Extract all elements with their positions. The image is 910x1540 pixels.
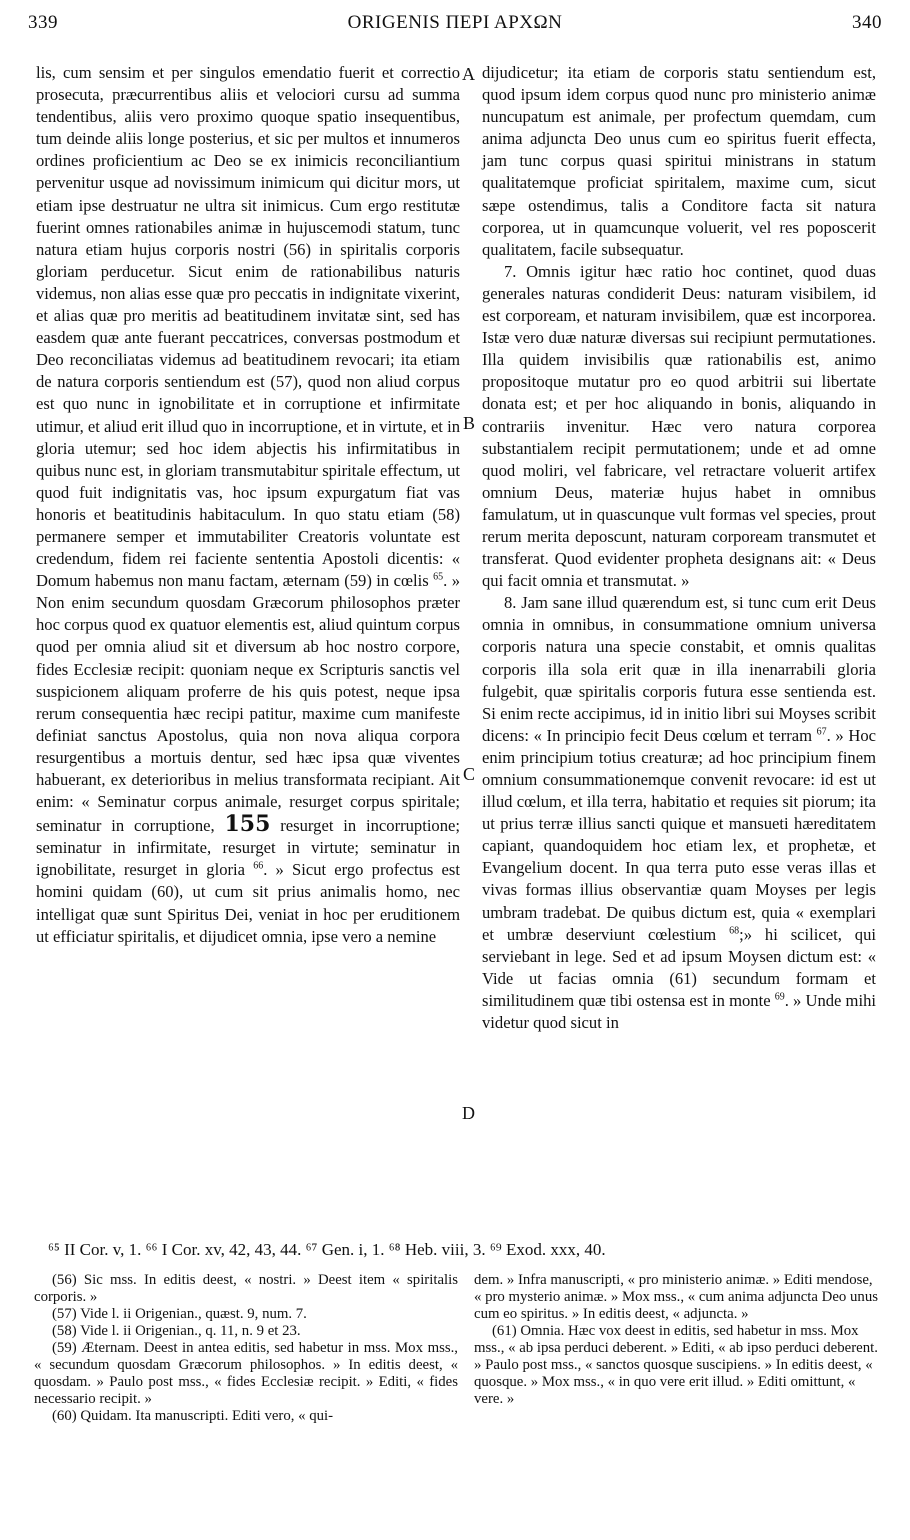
running-header bbox=[28, 12, 882, 46]
margin-letter-b: B bbox=[463, 413, 476, 433]
footnote-marker: 66 bbox=[253, 860, 264, 872]
footnote: (58) Vide l. ii Origenian., q. 11, n. 9 et 23. bbox=[52, 1323, 301, 1339]
paragraph: 7. Omnis igitur hæc ratio hoc continet, quod duas generales naturas condiderit Deus: naturam visibilem, id est corpoream, et naturam invisibilem, quæ est incorporea. Istæ vero duæ naturæ diversas sui recipiunt permutationes. Illa quidem invisibilis quæ rationabilis est, animo propositoque mutatur pro eo quod arbitrii sui libertate donata est; et per hoc aliquando in bonis, aliquando in contrariis invenitur. Hæc vero natura corporea substantialem recipit permutationem; unde et ad omne quod moliri, vel fabricare, vel retractare voluerit artifex omnium Deus, materiæ hujus habet in omnibus famulatum, ut in quascunque vult formas vel species, prout rerum merita deposcunt, naturam corpoream transmutet et transferat. Quod evidenter propheta designans ait: « Deus qui facit omnia et transmutat. » bbox=[482, 261, 876, 591]
footnote-marker: 68 bbox=[729, 925, 740, 937]
footnote: (60) Quidam. Ita manuscripti. Editi vero, « qui- bbox=[52, 1408, 334, 1424]
margin-letter-c: C bbox=[463, 764, 476, 784]
footnotes-left bbox=[34, 1272, 458, 1425]
paragraph: 8. Jam sane illud quærendum est, si tunc cum erit Deus omnia in omnibus, in consummatione omnium universa corporis natura una specie constabit, et omnis qualitas corporis illa sola erit quæ in illa inenarrabili gloria fulgebit, quæ spiritalis corporis futura esse sentienda est. Si enim recte accipimus, id in initio libri sui Moyses scribit dicens: « In principio fecit Deus cœlum et terram $^{67}$. » Hoc enim principium totius creaturæ; ad hoc principium finem omnium consummationemque convenit revocare: id est ut illud cœlum, et illa terra, habitatio et requies sit piorum; ita ut prius terræ illius sancti quique et mansueti hæreditatem capiant, quandoquidem hoc etiam lex, et prophetæ, et Evangelium docent. In qua terra puto esse veras illas et vivas formas illius observantiæ quam Moyses per legis umbram tradebat. De quibus dictum est, quia « exemplari et umbræ deserviunt cœlestium $^{68}$;» hi scilicet, qui serviebant in lege. Sed et ad ipsum Moysen dictum est: « Vide ut facias omnia (61) secundum formam et similitudinem quæ tibi ostensa est in monte $^{69}$. » Unde mihi videtur quod sicut in bbox=[482, 593, 876, 1033]
running-title: ORIGENIS ΠΕΡΙ ΑΡΧΩΝ bbox=[347, 12, 563, 33]
footnote: (61) Omnia. Hæc vox deest in editis, sed habetur in mss. Mox mss., « ab ipsa perduci deberent. » Editi, « ab ipso perduci deberent. » Paulo post mss., « sanctos quosque suscipiens. » In editis deest, « quosque. » Mox mss., « in quo vere erit illud. » Editi omittunt, « vere. » bbox=[474, 1323, 878, 1407]
margin-letter-a: A bbox=[462, 64, 475, 84]
footnote-marker: 69 bbox=[774, 991, 785, 1003]
page-number-right: 340 bbox=[852, 12, 882, 33]
scripture-references: ⁶⁵ II Cor. v, 1. ⁶⁶ I Cor. xv, 42, 43, 44. ⁶⁷ Gen. i, 1. ⁶⁸ Heb. viii, 3. ⁶⁹ Exod. xxx, 40. bbox=[48, 1240, 606, 1259]
paragraph: lis, cum sensim et per singulos emendatio fuerit et correctio prosecuta, præcurrentibus aliis et velociori cursu ad summa tendentibus, aliis vero proximo quoque spatio insequentibus, tum deinde aliis longe posterius, et sic per multos et innumeros ordines proficientium ac Deo se ex inimicis reconciliantium pervenitur usque ad novissimum inimicum qui dicitur mors, ut etiam ipse destruatur ne ultra sit inimicus. Cum ergo restitutæ fuerint omnes rationabiles animæ in hujuscemodi statum, tunc natura etiam hujus corporis nostri (56) in spiritalis corporis gloriam perducetur. Sicut enim de rationabilibus naturis videmus, non alias esse quæ pro peccatis in indignitate vixerint, et alias quæ pro meritis ad beatitudinem invitatæ sint, sed has easdem quæ ante fuerant peccatrices, conversas postmodum et Deo reconciliatas videmus ad beatitudinem revocari; ita etiam de natura corporis sentiendum est (57), quod non aliud corpus est quo nunc in ignobilitate et in corruptione et infirmitate utimur, et aliud erit illud quo in incorruptione, et in virtute, et in gloria utemur; sed hoc idem abjectis his infirmitatibus in quibus nunc est, in gloriam transmutabitur spiritale effectum, ut quod fuit indignitatis vas, hoc ipsum expurgatum fiat vas honoris et beatitudinis habitaculum. In quo statu etiam (58) permanere semper et immutabiliter Creatoris voluntate est credendum, fidem rei faciente sententia Apostoli dicentis: « Domum habemus non manu factam, æternam (59) in cœlis $^{65}$. » Non enim secundum quosdam Græcorum philosophos præter hoc corpus quod ex quatuor elementis est, aliud quintum corpus quod per omnia aliud sit et diversum ab hoc nostro corpore, fides Ecclesiæ recipit: quoniam neque ex Scripturis sanctis vel suspicionem aliquam proferre de his quis potest, neque ipsa rerum consequentia hæc recipi patitur, maxime cum manifeste definiat sanctus Apostolus, quia non nova aliqua corpora resurgentibus a mortuis dentur, sed hæc ipsa quæ viventes habuerant, ex deterioribus in melius transformata recipiant. Ait enim: « Seminatur corpus animale, resurget corpus spiritale; seminatur in corruptione, 155 resurget in incorruptione; seminatur in infirmitate, resurget in virtute; seminatur in ignobilitate, resurget in gloria $^{66}$. » Sicut ergo profectus est homini quidam (60), ut cum sit prius animalis homo, nec intelligat quæ sunt Spiritus Dei, veniat in hoc per eruditionem ut efficiatur spiritalis, et dijudicet omnia, ipse vero a nemine bbox=[36, 63, 461, 946]
column-number: 155 bbox=[224, 811, 271, 838]
paragraph: dijudicetur; ita etiam de corporis statu sentiendum est, quod ipsum idem corpus quod nunc pro ministerio animæ nuncupatum est animale, per profectum quemdam, cum anima adjuncta Deo unus cum eo spiritus fuerit effecta, jam tunc corpus quasi spiritui ministrans in statum qualitatemque proficiat spiritalem, maxime cum, sicut sæpe ostendimus, talis a Conditore facta sit natura corporea, ut in quamcunque voluerit, vel res poposcerit qualitatem, facile subsequatur. bbox=[482, 63, 876, 259]
footnote-marker: 67 bbox=[816, 726, 827, 738]
footnotes-right bbox=[474, 1272, 878, 1408]
footnote-marker: 65 bbox=[433, 571, 444, 583]
right-text-column bbox=[482, 62, 876, 1034]
footnote: (56) Sic mss. In editis deest, « nostri. » Deest item « spiritalis corporis. » bbox=[34, 1272, 458, 1305]
page-number-left: 339 bbox=[28, 12, 58, 33]
footnote: (59) Æternam. Deest in antea editis, sed habetur in mss. Mox mss., « secundum quosdam Græcorum philosophos. » In editis deest, « quosdam. » Paulo post mss., « fides Ecclesiæ recipit. » Editi, « fides necessario recipit. » bbox=[34, 1340, 458, 1407]
left-text-column bbox=[36, 62, 460, 948]
margin-letter-d: D bbox=[462, 1103, 475, 1123]
footnote: (57) Vide l. ii Origenian., quæst. 9, num. 7. bbox=[52, 1306, 307, 1322]
footnote: dem. » Infra manuscripti, « pro ministerio animæ. » Editi mendose, « pro mysterio animæ. » Mox mss., « cum anima adjuncta Deo unus cum eo spiritus. » In editis deest, « adjuncta. » bbox=[474, 1272, 878, 1322]
